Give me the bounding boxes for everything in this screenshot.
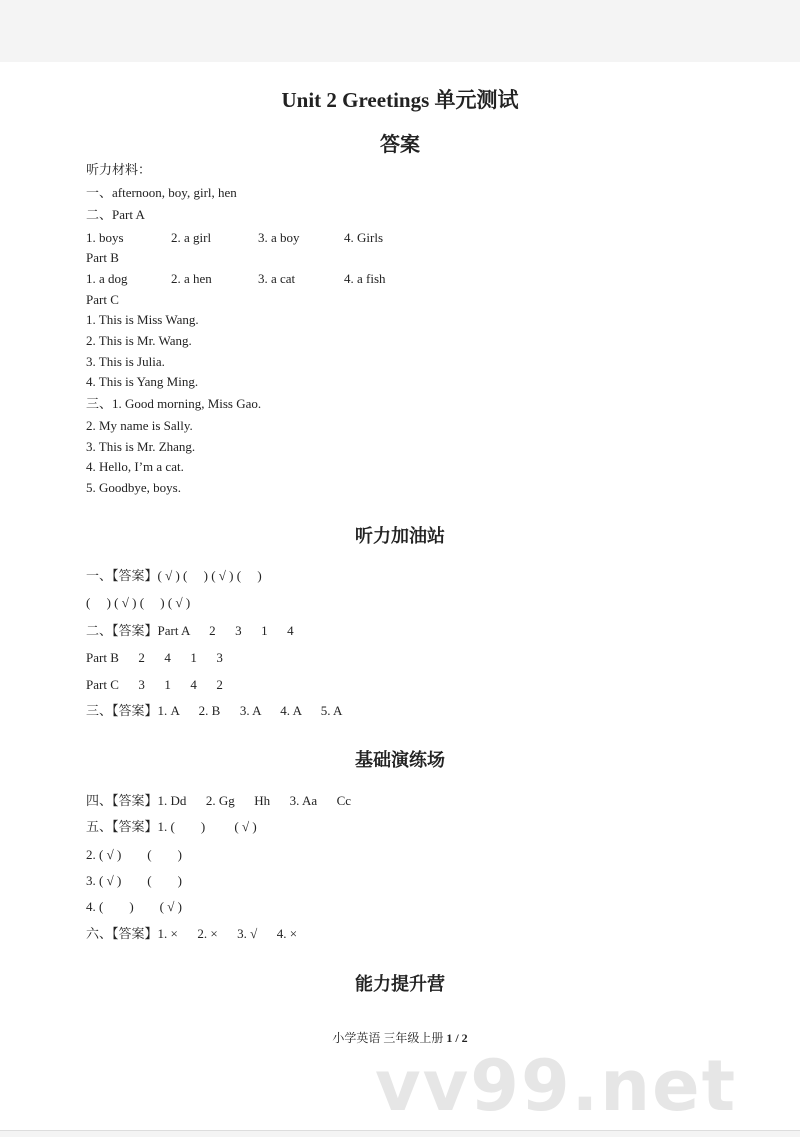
answer-line: 六、【答案】1. × 2. × 3. √ 4. ×	[86, 926, 298, 941]
material-line: Part C	[86, 292, 119, 307]
answer-line: 一、【答案】( √ ) ( ) ( √ ) ( )	[86, 568, 262, 583]
part-3-item: 4. Hello, I’m a cat.	[86, 459, 184, 474]
answer-line: Part B 2 4 1 3	[86, 650, 223, 665]
answer-line: Part C 3 1 4 2	[86, 677, 223, 692]
part-c-item: 2. This is Mr. Wang.	[86, 333, 192, 348]
material-line: 一、afternoon, boy, girl, hen	[86, 185, 237, 200]
page-title: Unit 2 Greetings 单元测试	[281, 88, 519, 112]
part-c-item: 1. This is Miss Wang.	[86, 312, 199, 327]
answer-line: 2. ( √ ) ( )	[86, 847, 182, 862]
part-b-item: 3. a cat	[258, 271, 296, 286]
part-a-item: 4. Girls	[344, 230, 383, 245]
part-a-item: 2. a girl	[171, 230, 212, 245]
part-b-item: 1. a dog	[86, 271, 128, 286]
answer-line: 3. ( √ ) ( )	[86, 873, 182, 888]
page-footer	[0, 1030, 800, 1046]
part-c-item: 3. This is Julia.	[86, 354, 165, 369]
page-number: 1 / 2	[446, 1031, 468, 1045]
material-line: 二、Part A	[86, 207, 145, 222]
listening-label: 听力材料：	[86, 162, 152, 177]
answer-line: 四、【答案】1. Dd 2. Gg Hh 3. Aa Cc	[86, 793, 352, 808]
watermark: vv99.net	[375, 1045, 738, 1127]
material-line: Part B	[86, 250, 119, 265]
section-heading: 能力提升营	[355, 974, 445, 994]
part-a-item: 3. a boy	[258, 230, 300, 245]
part-3-item: 5. Goodbye, boys.	[86, 480, 181, 495]
part-b-item: 2. a hen	[171, 271, 212, 286]
answer-line: 4. ( ) ( √ )	[86, 899, 182, 914]
part-a-item: 1. boys	[86, 230, 124, 245]
part-3-item: 三、1. Good morning, Miss Gao.	[86, 396, 262, 411]
answer-line: 三、【答案】1. A 2. B 3. A 4. A 5. A	[86, 703, 343, 718]
part-c-item: 4. This is Yang Ming.	[86, 374, 199, 389]
section-heading: 听力加油站	[355, 526, 445, 546]
page-subtitle: 答案	[380, 134, 420, 156]
part-3-item: 2. My name is Sally.	[86, 418, 193, 433]
answer-line: 五、【答案】1. ( ) ( √ )	[86, 819, 257, 834]
part-3-item: 3. This is Mr. Zhang.	[86, 439, 196, 454]
answer-line: ( ) ( √ ) ( ) ( √ )	[86, 595, 191, 610]
section-heading: 基础演练场	[355, 750, 445, 770]
part-b-item: 4. a fish	[344, 271, 386, 286]
footer-text: 小学英语 三年级上册	[332, 1031, 444, 1045]
answer-line: 二、【答案】Part A 2 3 1 4	[86, 623, 294, 638]
